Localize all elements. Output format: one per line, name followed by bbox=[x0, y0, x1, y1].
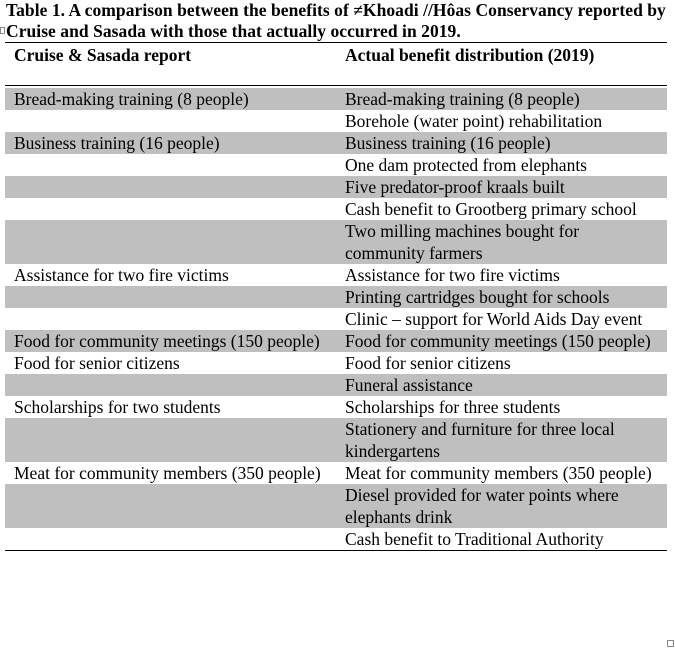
cell-reported bbox=[5, 308, 336, 330]
table-row bbox=[5, 154, 667, 176]
cell-reported bbox=[5, 220, 336, 264]
cell-actual: Five predator-proof kraals built bbox=[345, 177, 565, 197]
cell-reported bbox=[5, 286, 336, 308]
cell-reported: Bread-making training (8 people) bbox=[14, 89, 249, 109]
cell-reported: Assistance for two fire victims bbox=[14, 265, 229, 285]
table-row bbox=[5, 220, 667, 264]
table-row bbox=[5, 462, 667, 484]
cell-actual: Clinic – support for World Aids Day event bbox=[345, 309, 643, 329]
cell-actual: Cash benefit to Traditional Authority bbox=[345, 529, 604, 549]
table-body bbox=[5, 88, 667, 550]
table-bottom-rule bbox=[5, 550, 667, 551]
cell-actual: Stationery and furniture for three local kindergartens bbox=[345, 419, 615, 461]
table-row bbox=[5, 330, 667, 352]
cell-actual: Diesel provided for water points where elephants drink bbox=[345, 485, 619, 527]
cell-actual: Funeral assistance bbox=[345, 375, 473, 395]
table-row bbox=[5, 264, 667, 286]
table-row bbox=[5, 528, 667, 550]
cell-actual: Assistance for two fire victims bbox=[345, 265, 560, 285]
cell-actual: Two milling machines bought for community farmers bbox=[345, 221, 580, 263]
column-header-actual: Actual benefit distribution (2019) bbox=[345, 45, 595, 65]
cell-reported: Food for community meetings (150 people) bbox=[14, 331, 320, 351]
cell-actual: Food for community meetings (150 people) bbox=[345, 331, 651, 351]
resize-handle-icon[interactable] bbox=[667, 640, 674, 647]
table-row bbox=[5, 110, 667, 132]
cell-actual: Printing cartridges bought for schools bbox=[345, 287, 610, 307]
table-row bbox=[5, 396, 667, 418]
cell-actual: Borehole (water point) rehabilitation bbox=[345, 111, 603, 131]
table-row bbox=[5, 484, 667, 528]
table-row bbox=[5, 286, 667, 308]
cell-reported: Meat for community members (350 people) bbox=[14, 463, 321, 483]
cell-actual: Bread-making training (8 people) bbox=[345, 89, 580, 109]
table-row bbox=[5, 88, 667, 110]
cell-reported bbox=[5, 528, 336, 550]
cell-reported bbox=[5, 198, 336, 220]
table-row bbox=[5, 374, 667, 396]
cell-reported: Food for senior citizens bbox=[14, 353, 180, 373]
cell-actual: Meat for community members (350 people) bbox=[345, 463, 652, 483]
table-row bbox=[5, 352, 667, 374]
table-header bbox=[5, 43, 667, 73]
comparison-table bbox=[5, 43, 667, 551]
table-row bbox=[5, 176, 667, 198]
cell-reported bbox=[5, 154, 336, 176]
cell-reported bbox=[5, 418, 336, 462]
cell-actual: Business training (16 people) bbox=[345, 133, 551, 153]
table-row bbox=[5, 308, 667, 330]
table-row bbox=[5, 198, 667, 220]
cell-reported: Scholarships for two students bbox=[14, 397, 221, 417]
cell-reported: Business training (16 people) bbox=[14, 133, 220, 153]
cell-actual: Cash benefit to Grootberg primary school bbox=[345, 199, 637, 219]
cell-reported bbox=[5, 374, 336, 396]
cell-reported bbox=[5, 176, 336, 198]
table-row bbox=[5, 132, 667, 154]
cell-actual: Food for senior citizens bbox=[345, 353, 511, 373]
table-row bbox=[5, 418, 667, 462]
column-header-reported: Cruise & Sasada report bbox=[14, 45, 192, 65]
table-caption: Table 1. A comparison between the benefits of ≠Khoadi //Hôas Conservancy reported by Cruise and Sasada with those that actually occurred in 2019. bbox=[6, 0, 666, 41]
cell-reported bbox=[5, 110, 336, 132]
cell-reported bbox=[5, 484, 336, 528]
anchor-handle-icon[interactable] bbox=[0, 27, 5, 34]
cell-actual: One dam protected from elephants bbox=[345, 155, 587, 175]
cell-actual: Scholarships for three students bbox=[345, 397, 561, 417]
